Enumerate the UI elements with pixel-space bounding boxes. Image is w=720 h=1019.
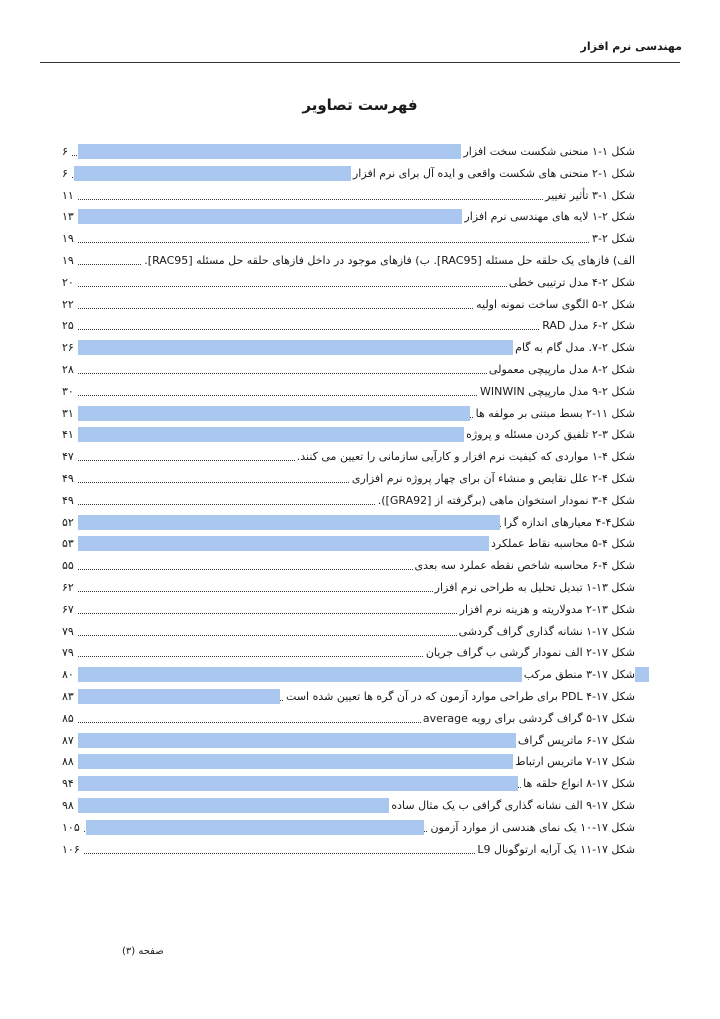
toc-entry[interactable] <box>62 164 635 186</box>
toc-entry-label: شکل ۴-۲ علل نقایص و منشاء آن برای چهار پروژه نرم افزاری <box>350 470 635 488</box>
selection-highlight <box>78 733 518 748</box>
toc-entry-label: الف) فازهای یک حلقه حل مسئله [RAC95]. ب) فازهای موجود در داخل فازهای حلقه حل مسئله [RAC95]. <box>142 252 635 270</box>
toc-entry-label: شکل ۱۳-۲ مدولاریته و هزینه نرم افزار <box>458 601 635 619</box>
toc-entry-page: ۷۹ <box>62 644 77 662</box>
toc-entry-label: شکل ۱-۲ منحنی های شکست واقعی و ایده آل برای نرم افزار <box>351 165 635 183</box>
toc-entry-label: شکل ۱۷-۷ ماتریس ارتباط <box>513 753 635 771</box>
selection-highlight <box>78 209 463 224</box>
toc-entry-label: شکل ۱۷-۸ انواع حلقه ها <box>521 775 635 793</box>
selection-highlight <box>78 536 490 551</box>
toc-entry[interactable] <box>62 207 635 229</box>
header-title: مهندسی نرم افزار <box>580 40 682 53</box>
toc-entry-page: ۱۰۶ <box>62 841 83 859</box>
selection-highlight <box>78 689 280 704</box>
toc-entry-label: شکل ۱۷-۹ الف نشانه گذاری گرافی ب یک مثال ساده <box>389 797 635 815</box>
toc-entry-label: شکل ۴-۱ مواردی که کیفیت نرم افزار و کارآیی سازمانی را تعیین می کنند. <box>295 448 635 466</box>
toc-entry[interactable] <box>62 818 635 840</box>
toc-entry[interactable] <box>62 622 635 644</box>
selection-highlight <box>78 798 390 813</box>
header-rule <box>40 62 680 63</box>
toc-entry-page: ۶ <box>62 143 71 161</box>
toc-entry[interactable] <box>62 425 635 447</box>
toc-entry-page: ۲۸ <box>62 361 77 379</box>
toc-entry-label: شکل ۱۳-۱ تبدیل تحلیل به طراحی نرم افزار <box>433 579 635 597</box>
toc-entry-label: شکل ۱۷-۳ منطق مرکب <box>522 666 635 684</box>
toc-entry[interactable] <box>62 665 635 687</box>
toc-entry[interactable] <box>62 469 635 491</box>
toc-entry-label: شکل ۲-۸ مدل مارپیچی معمولی <box>487 361 635 379</box>
selection-highlight <box>78 515 500 530</box>
toc-entry[interactable] <box>62 556 635 578</box>
toc-entry[interactable] <box>62 491 635 513</box>
toc-entry[interactable] <box>62 316 635 338</box>
toc-entry-label: شکل ۱۷-۴ PDL برای طراحی موارد آزمون که در آن گره ها تعیین شده است <box>284 688 635 706</box>
toc-entry-label: شکل ۱۷-۱ نشانه گذاری گراف گردشی <box>457 623 635 641</box>
toc-entry-page: ۹۸ <box>62 797 77 815</box>
toc-entry-page: ۴۹ <box>62 492 77 510</box>
toc-entry-page: ۹۴ <box>62 775 77 793</box>
selection-highlight <box>78 406 470 421</box>
toc-entry[interactable] <box>62 382 635 404</box>
toc-entry[interactable] <box>62 513 635 535</box>
toc-entry-page: ۱۱ <box>62 187 77 205</box>
toc-entry-label: شکل ۲-۵ الگوی ساخت نمونه اولیه <box>474 296 635 314</box>
toc-entry[interactable] <box>62 229 635 251</box>
toc-entry[interactable] <box>62 447 635 469</box>
toc-entry-label: شکل ۴-۶ محاسبه شاخص نقطه عملرد سه بعدی <box>413 557 636 575</box>
toc-entry[interactable] <box>62 600 635 622</box>
toc-entry[interactable] <box>62 186 635 208</box>
toc-entry-page: ۸۸ <box>62 753 77 771</box>
toc-entry-page: ۲۰ <box>62 274 77 292</box>
selection-highlight <box>78 144 463 159</box>
toc-entry-page: ۱۳ <box>62 208 77 226</box>
dot-leader <box>68 242 635 243</box>
toc-entry-label: شکل ۲-۷. مدل گام به گام <box>513 339 635 357</box>
toc-entry-label: شکل ۱۱-۲ بسط مبتنی بر مولفه ها <box>474 405 635 423</box>
toc-entry-page: ۴۷ <box>62 448 77 466</box>
toc-entry-page: ۲۲ <box>62 296 77 314</box>
toc-entry[interactable] <box>62 709 635 731</box>
toc-entry-label: شکل ۱۷-۵ گراف گردشی برای رویه average <box>421 710 635 728</box>
selection-highlight <box>78 427 464 442</box>
toc-entry-label: شکل ۴-۵ محاسبه نقاط عملکرد <box>489 535 635 553</box>
toc-entry-page: ۵۵ <box>62 557 77 575</box>
toc-entry[interactable] <box>62 578 635 600</box>
selection-highlight <box>78 340 518 355</box>
toc-entry-page: ۲۶ <box>62 339 77 357</box>
selection-highlight <box>78 754 518 769</box>
toc-entry[interactable] <box>62 752 635 774</box>
toc-entry-label: شکل ۱۷-۶ ماتریس گراف <box>516 732 635 750</box>
toc-entry[interactable] <box>62 273 635 295</box>
toc-entry-label: شکل ۲-۳ <box>590 230 635 248</box>
toc-entry[interactable] <box>62 796 635 818</box>
toc-entry-label: شکل ۲-۱ لایه های مهندسی نرم افزار <box>462 208 635 226</box>
toc-entry-page: ۳۱ <box>62 405 77 423</box>
toc-entry-page: ۸۰ <box>62 666 77 684</box>
toc-entry-page: ۸۳ <box>62 688 77 706</box>
toc-entry-page: ۶۷ <box>62 601 77 619</box>
toc-entry-label: شکل ۲-۶ مدل RAD <box>540 317 635 335</box>
toc-entry-page: ۶۲ <box>62 579 77 597</box>
toc-entry[interactable] <box>62 643 635 665</box>
toc-entry[interactable] <box>62 404 635 426</box>
toc-entry-page: ۱۰۵ <box>62 819 83 837</box>
toc-entry-label: شکل ۱۷-۱۱ یک آرایه ارتوگونال L9 <box>475 841 635 859</box>
toc-entry-page: ۱۹ <box>62 252 77 270</box>
toc-entry[interactable] <box>62 774 635 796</box>
toc-entry-page: ۸۷ <box>62 732 77 750</box>
toc-entry-label: شکل ۱-۱ منحنی شکست سخت افزار <box>461 143 635 161</box>
toc-entry-page: ۷۹ <box>62 623 77 641</box>
table-of-figures <box>62 142 635 861</box>
toc-entry-page: ۴۱ <box>62 426 77 444</box>
toc-entry[interactable] <box>62 687 635 709</box>
selection-highlight <box>78 776 518 791</box>
selection-highlight <box>86 820 424 835</box>
toc-entry[interactable] <box>62 840 635 862</box>
toc-entry-label: شکل ۲-۹ مدل مارپیچی WINWIN <box>478 383 635 401</box>
page-number-footer: صفحه (۳) <box>122 946 164 957</box>
toc-entry-page: ۸۵ <box>62 710 77 728</box>
toc-entry[interactable] <box>62 295 635 317</box>
toc-entry-label: شکل ۱-۳ تأثیر تغییر <box>543 187 635 205</box>
toc-entry-page: ۵۲ <box>62 514 77 532</box>
toc-entry-label: شکل۴-۴ معیارهای اندازه گرا <box>502 514 635 532</box>
toc-entry-label: شکل ۲-۴ مدل ترتیبی خطی <box>507 274 635 292</box>
toc-entry[interactable] <box>62 360 635 382</box>
toc-entry-label: شکل ۳-۲ تلفیق کردن مسئله و پروژه <box>464 426 635 444</box>
selection-highlight <box>74 166 356 181</box>
toc-entry[interactable] <box>62 731 635 753</box>
toc-entry-page: ۴۹ <box>62 470 77 488</box>
toc-entry-label: شکل ۱۷-۱۰ یک نمای هندسی از موارد آزمون <box>428 819 635 837</box>
toc-entry-label: شکل ۴-۳ نمودار استخوان ماهی (برگرفته از [GRA92]). <box>376 492 635 510</box>
toc-entry[interactable] <box>62 142 635 164</box>
toc-entry[interactable] <box>62 338 635 360</box>
toc-entry[interactable] <box>62 251 635 273</box>
toc-entry-page: ۶ <box>62 165 71 183</box>
toc-entry-label: شکل ۱۷-۲ الف نمودار گرشی ب گراف جریان <box>424 644 635 662</box>
toc-entry-page: ۳۰ <box>62 383 77 401</box>
toc-entry-page: ۱۹ <box>62 230 77 248</box>
page-title: فهرست تصاویر <box>302 96 418 114</box>
toc-entry-page: ۵۳ <box>62 535 77 553</box>
toc-entry-page: ۲۵ <box>62 317 77 335</box>
toc-entry[interactable] <box>62 534 635 556</box>
